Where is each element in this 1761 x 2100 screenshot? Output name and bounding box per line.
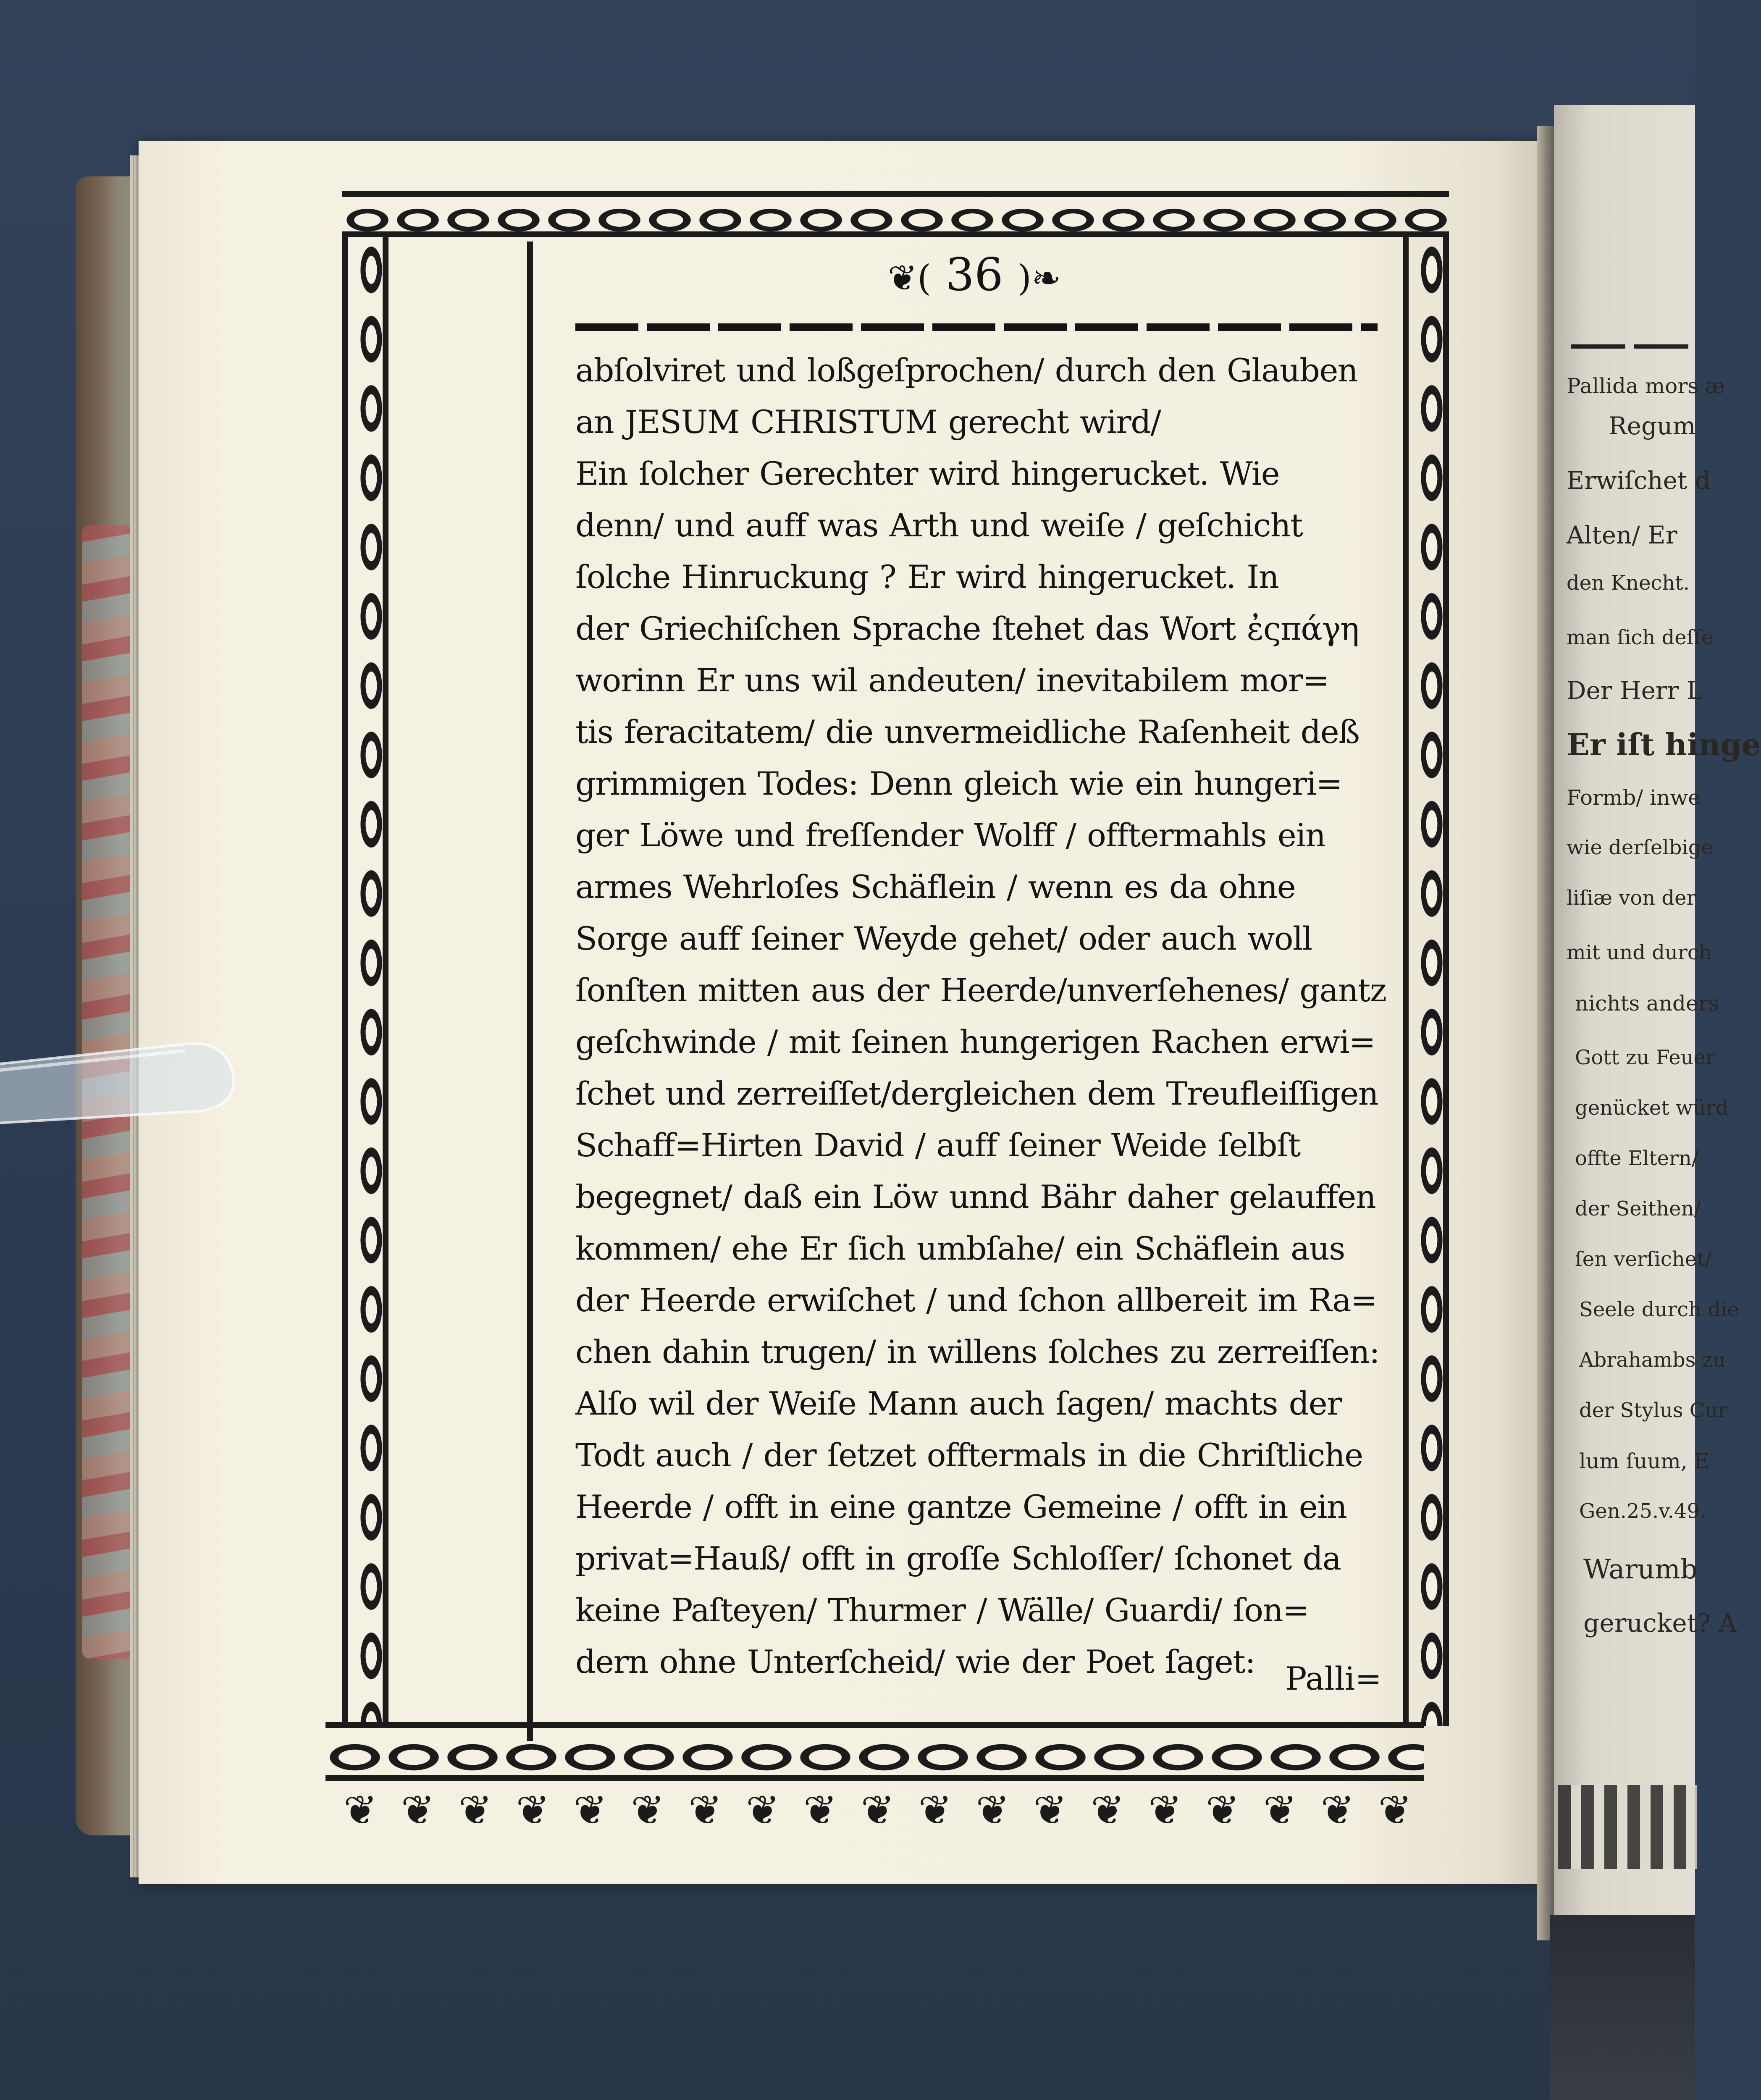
fleuron-icon: ❦ [516,1787,550,1834]
fleuron-icon: ❦ [1033,1787,1067,1834]
ornament-left-icon: ❦( [887,257,931,299]
text-line: worinn Er uns wil andeuten/ inevitabilem mor= [575,662,1329,699]
text-line: denn/ und auff was Arth und weiſe / geſchicht [575,507,1303,544]
right-header-rule [1571,344,1697,349]
right-text-line: man ſich deſſe [1567,626,1714,649]
right-text-line: lum ſuum, E [1579,1449,1710,1473]
text-line: ſonſten mitten aus der Heerde/unverſehenes/ gantz [575,971,1386,1009]
fleuron-icon: ❦ [745,1787,780,1834]
right-text-line: Er iſt hinge [1567,727,1761,762]
body-text [575,344,1386,1688]
fleuron-icon: ❦ [401,1787,435,1834]
right-text-line: genücket würd [1575,1096,1729,1120]
fleuron-icon: ❦ [1320,1787,1355,1834]
text-line: Alſo wil der Weiſe Mann auch ſagen/ machts der [575,1385,1342,1422]
right-text-line: Pallida mors æ [1567,374,1725,398]
text-line: chen dahin trugen/ in willens ſolches zu zerreiſſen: [575,1333,1380,1370]
right-text-line: den Knecht. [1567,571,1690,595]
text-line: dern ohne Unterſcheid/ wie der Poet ſaget: [575,1643,1255,1680]
right-text-line: nichts anders [1575,991,1719,1016]
right-ornamental-border [1558,1785,1697,1869]
right-text-line: liſiæ von der [1567,886,1696,910]
text-line: armes Wehrloſes Schäflein / wenn es da ohne [575,868,1296,906]
fleuron-icon: ❦ [688,1787,722,1834]
text-line: Sorge auff ſeiner Weyde gehet/ oder auch woll [575,920,1312,957]
fleuron-icon: ❦ [631,1787,665,1834]
page-number-header [869,248,1079,305]
right-text-line: gerucket? A [1583,1609,1737,1638]
fleuron-icon: ❦ [1091,1787,1125,1834]
right-text-line: der Seithen/ [1575,1197,1701,1221]
text-line: Heerde / offt in eine gantze Gemeine / offt in ein [575,1488,1347,1525]
right-text-line: Abrahambs zu [1579,1348,1726,1372]
right-text-line: Alten/ Er [1567,521,1677,549]
text-line: ſolche Hinruckung ? Er wird hingerucket. In [575,558,1279,596]
page-lifter-tool [0,1025,244,1151]
fleuron-icon: ❦ [803,1787,837,1834]
right-text-line: Der Herr L [1567,676,1703,705]
fleuron-icon: ❦ [976,1787,1010,1834]
text-line: an JESUM CHRISTUM gerecht wird/ [575,403,1161,441]
text-line: keine Paſteyen/ Thurmer / Wälle/ Guardi/ ſon= [575,1591,1309,1629]
text-line: Schaff=Hirten David / auff ſeiner Weide ſelbſt [575,1126,1300,1164]
right-text-line: Regum [1609,412,1696,440]
fleuron-icon: ❦ [1378,1787,1412,1834]
fleuron-icon: ❦ [1205,1787,1240,1834]
right-text-line: Formb/ inwe [1567,785,1701,810]
fleuron-icon: ❦ [918,1787,952,1834]
text-line: grimmigen Todes: Denn gleich wie ein hungeri= [575,765,1342,802]
catchword: Palli= [1285,1660,1382,1697]
background-shadow [1550,1915,1695,2100]
text-line: geſchwinde / mit ſeinen hungerigen Rachen erwi= [575,1023,1375,1060]
text-line: der Heerde erwiſchet / und ſchon allbereit im Ra= [575,1281,1377,1319]
ornamental-border-left [342,235,388,1726]
ornamental-border-top [342,191,1449,237]
right-text-line: der Stylus Cur [1579,1399,1728,1422]
text-line: abſolviret und loßgeſprochen/ durch den Glauben [575,352,1358,389]
text-line: ſchet und zerreiſſet/dergleichen dem Treufleiſſigen [575,1075,1378,1112]
fleuron-icon: ❦ [343,1787,378,1834]
fleuron-row [332,1787,1424,1833]
text-line: kommen/ ehe Er ſich umbſahe/ ein Schäflein aus [575,1230,1345,1267]
right-text-line: ſen verſichet/ [1575,1247,1712,1271]
text-line: Ein ſolcher Gerechter wird hingerucket. Wie [575,455,1280,492]
right-text-line: Gott zu Feuer [1575,1046,1715,1069]
text-line: ger Löwe und freſſender Wolff / offtermahls ein [575,816,1325,854]
text-line: privat=Hauß/ offt in groſſe Schloſſer/ ſchonet da [575,1540,1341,1577]
fleuron-icon: ❦ [861,1787,895,1834]
right-text-line: offte Eltern/ [1575,1147,1699,1170]
header-rule [575,323,1378,331]
fleuron-icon: ❦ [1148,1787,1182,1834]
ornamental-border-bottom [325,1722,1424,1781]
right-page-fragment [1554,105,1761,1995]
right-text-line: Warumb [1583,1554,1698,1585]
fleuron-icon: ❦ [573,1787,607,1834]
ornament-right-icon: )❧ [1018,257,1061,299]
text-line: Todt auch / der ſetzet offtermals in die Chriſtliche [575,1436,1363,1474]
text-line: begegnet/ daß ein Löw unnd Bähr daher gelauffen [575,1178,1376,1215]
ornamental-border-right [1403,235,1449,1726]
fleuron-icon: ❦ [1263,1787,1297,1834]
page-number: 36 [945,249,1003,301]
right-text-line: Gen.25.v.49. [1579,1499,1706,1523]
fleuron-icon: ❦ [458,1787,492,1834]
right-text-line: mit und durch [1567,941,1712,964]
margin-rule [527,242,533,1741]
right-text-line: Erwiſchet d [1567,466,1711,495]
right-text-line: Seele durch die [1579,1298,1739,1321]
right-text-line: wie derſelbige [1567,836,1713,859]
text-line: der Griechiſchen Sprache ſtehet das Wort ἐςπάγη [575,610,1359,647]
text-line: tis feracitatem/ die unvermeidliche Raſenheit deß [575,713,1359,751]
